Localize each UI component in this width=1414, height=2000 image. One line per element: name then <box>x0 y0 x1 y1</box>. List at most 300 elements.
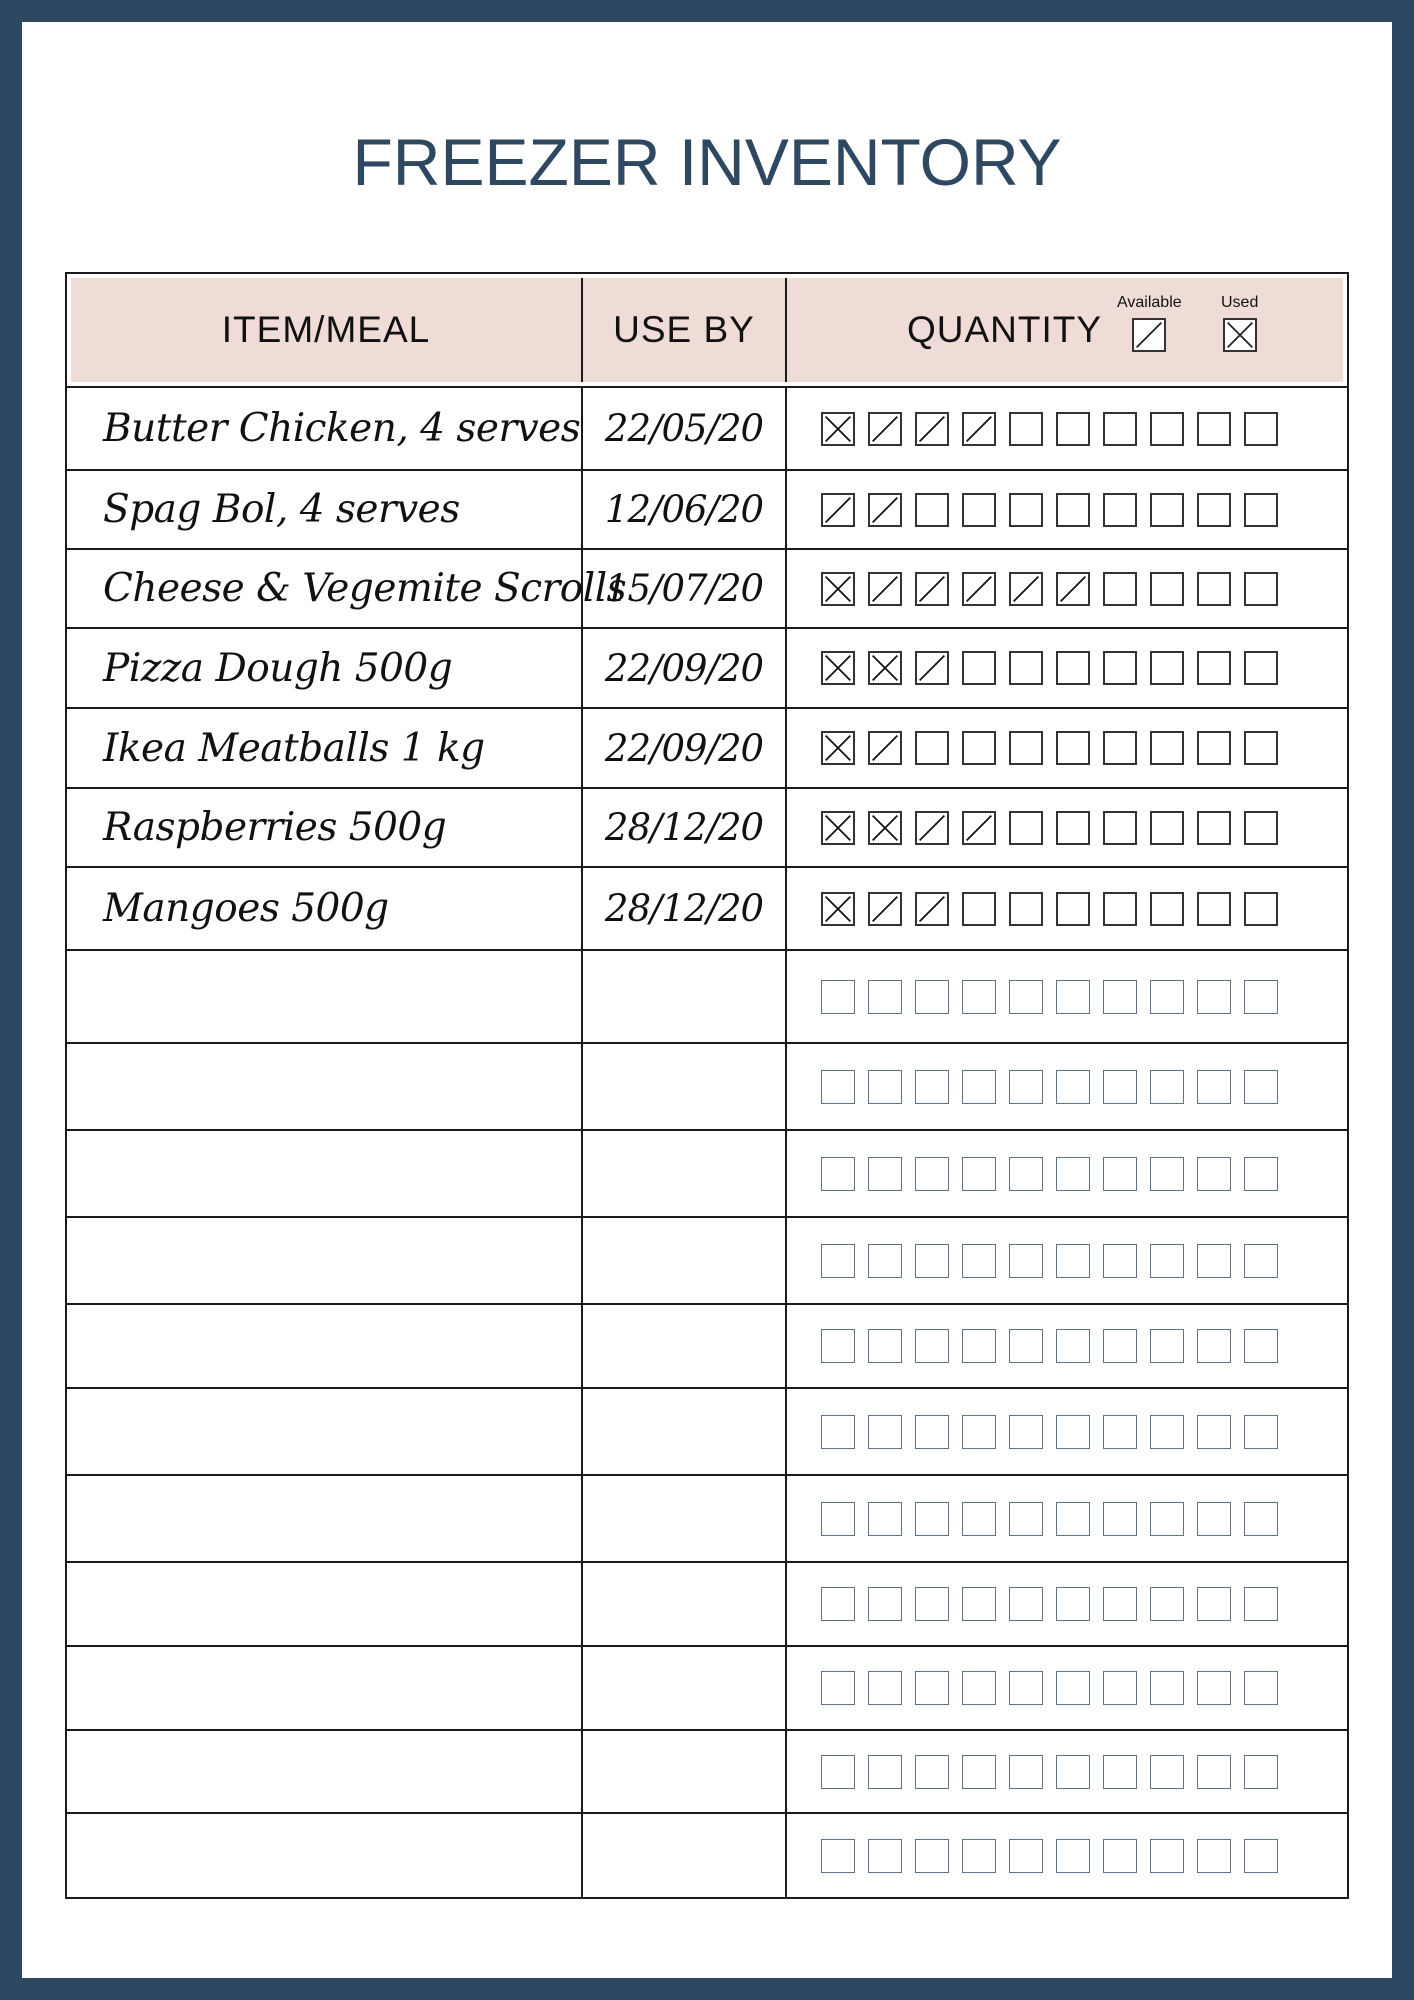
header-item <box>71 278 583 382</box>
use-by-date: 28/12/20 <box>604 806 764 849</box>
quantity-box-empty[interactable] <box>868 1157 902 1191</box>
quantity-box-empty[interactable] <box>915 1839 949 1873</box>
header-item-label: ITEM/MEAL <box>221 309 431 350</box>
inventory-table <box>65 272 1349 1899</box>
quantity-box-empty[interactable] <box>1197 1671 1231 1705</box>
item-cell[interactable] <box>67 1131 583 1216</box>
use-by-date: 15/07/20 <box>604 567 764 610</box>
quantity-box-available[interactable] <box>915 892 949 926</box>
quantity-box-empty[interactable] <box>962 1157 996 1191</box>
quantity-box-empty[interactable] <box>821 1839 855 1873</box>
quantity-box-empty[interactable] <box>1103 1755 1137 1789</box>
quantity-box-used[interactable] <box>821 892 855 926</box>
quantity-cell <box>787 1389 1347 1474</box>
quantity-box-empty[interactable] <box>962 1502 996 1536</box>
quantity-box-empty[interactable] <box>1244 1415 1278 1449</box>
table-row <box>67 386 1347 469</box>
quantity-box-empty[interactable] <box>821 1755 855 1789</box>
quantity-box-empty[interactable] <box>1103 892 1137 926</box>
use-by-date: 22/09/20 <box>604 726 764 770</box>
table-row <box>67 1729 1347 1812</box>
quantity-boxes <box>821 572 1278 606</box>
cross-icon <box>823 653 853 683</box>
quantity-box-empty[interactable] <box>1009 651 1043 685</box>
quantity-box-empty[interactable] <box>868 1502 902 1536</box>
quantity-box-available[interactable] <box>915 651 949 685</box>
header-quantity-label: QUANTITY <box>907 309 1103 350</box>
quantity-box-empty[interactable] <box>1103 811 1137 845</box>
quantity-box-empty[interactable] <box>1103 1839 1137 1873</box>
quantity-cell <box>787 1131 1347 1216</box>
item-cell[interactable] <box>67 709 583 787</box>
slash-icon <box>964 414 994 444</box>
quantity-box-empty[interactable] <box>1244 1070 1278 1104</box>
quantity-box-empty[interactable] <box>1150 1587 1184 1621</box>
item-cell[interactable] <box>67 1814 583 1897</box>
quantity-box-empty[interactable] <box>1009 1587 1043 1621</box>
use-by-cell[interactable] <box>583 1563 787 1645</box>
quantity-box-empty[interactable] <box>1244 1502 1278 1536</box>
quantity-box-empty[interactable] <box>962 892 996 926</box>
slash-icon <box>870 574 900 604</box>
quantity-box-empty[interactable] <box>1150 1839 1184 1873</box>
quantity-box-empty[interactable] <box>1056 1415 1090 1449</box>
quantity-box-empty[interactable] <box>821 1671 855 1705</box>
item-cell[interactable] <box>67 629 583 707</box>
quantity-box-empty[interactable] <box>915 1502 949 1536</box>
quantity-box-empty[interactable] <box>1244 572 1278 606</box>
quantity-box-empty[interactable] <box>1056 493 1090 527</box>
table-row <box>67 1561 1347 1645</box>
quantity-box-empty[interactable] <box>1150 980 1184 1014</box>
quantity-box-empty[interactable] <box>1244 1244 1278 1278</box>
use-by-cell[interactable] <box>583 1218 787 1303</box>
item-name: Butter Chicken, 4 serves <box>103 406 581 451</box>
quantity-box-empty[interactable] <box>1150 1502 1184 1536</box>
use-by-cell[interactable] <box>583 471 787 548</box>
item-cell[interactable] <box>67 388 583 469</box>
quantity-box-used[interactable] <box>821 731 855 765</box>
item-cell[interactable] <box>67 868 583 949</box>
quantity-cell <box>787 471 1347 548</box>
item-cell[interactable] <box>67 1647 583 1729</box>
slash-icon <box>917 574 947 604</box>
item-name: Pizza Dough 500g <box>103 645 453 691</box>
table-row <box>67 1042 1347 1129</box>
item-cell[interactable] <box>67 951 583 1042</box>
item-name: Mangoes 500g <box>103 886 389 931</box>
quantity-box-empty[interactable] <box>1244 811 1278 845</box>
quantity-box-empty[interactable] <box>1056 1502 1090 1536</box>
quantity-box-empty[interactable] <box>1056 1070 1090 1104</box>
quantity-box-empty[interactable] <box>1197 1587 1231 1621</box>
quantity-cell <box>787 1044 1347 1129</box>
quantity-box-empty[interactable] <box>1197 412 1231 446</box>
quantity-box-empty[interactable] <box>1009 1502 1043 1536</box>
quantity-box-used[interactable] <box>821 412 855 446</box>
quantity-box-empty[interactable] <box>1056 1244 1090 1278</box>
quantity-box-empty[interactable] <box>1197 1839 1231 1873</box>
quantity-box-empty[interactable] <box>1103 1671 1137 1705</box>
cross-icon <box>870 813 900 843</box>
quantity-box-empty[interactable] <box>1103 980 1137 1014</box>
item-cell[interactable] <box>67 471 583 548</box>
quantity-box-empty[interactable] <box>1009 1244 1043 1278</box>
quantity-boxes <box>821 412 1278 446</box>
quantity-box-empty[interactable] <box>962 651 996 685</box>
table-header <box>67 274 1347 386</box>
quantity-cell <box>787 1731 1347 1812</box>
quantity-box-empty[interactable] <box>1103 1502 1137 1536</box>
quantity-box-empty[interactable] <box>868 1839 902 1873</box>
quantity-box-empty[interactable] <box>1197 493 1231 527</box>
quantity-box-empty[interactable] <box>1009 493 1043 527</box>
table-row <box>67 548 1347 627</box>
quantity-box-empty[interactable] <box>915 1157 949 1191</box>
use-by-cell[interactable] <box>583 550 787 627</box>
quantity-box-empty[interactable] <box>1009 1755 1043 1789</box>
quantity-box-empty[interactable] <box>821 1157 855 1191</box>
quantity-box-empty[interactable] <box>1056 1755 1090 1789</box>
use-by-cell[interactable] <box>583 789 787 866</box>
quantity-box-empty[interactable] <box>1197 811 1231 845</box>
item-name: Cheese & Vegemite Scrolls <box>103 566 627 611</box>
quantity-box-empty[interactable] <box>962 1244 996 1278</box>
quantity-boxes <box>821 493 1278 527</box>
quantity-box-empty[interactable] <box>962 493 996 527</box>
cross-icon <box>823 813 853 843</box>
quantity-boxes <box>821 1157 1278 1191</box>
quantity-box-empty[interactable] <box>915 493 949 527</box>
quantity-box-empty[interactable] <box>868 1329 902 1363</box>
item-cell[interactable] <box>67 1218 583 1303</box>
quantity-box-empty[interactable] <box>1150 1755 1184 1789</box>
quantity-cell <box>787 1563 1347 1645</box>
item-name: Raspberries 500g <box>103 805 447 850</box>
quantity-box-available[interactable] <box>915 412 949 446</box>
quantity-box-empty[interactable] <box>1150 651 1184 685</box>
quantity-box-empty[interactable] <box>1103 1329 1137 1363</box>
quantity-box-empty[interactable] <box>1103 1244 1137 1278</box>
use-by-cell[interactable] <box>583 1476 787 1561</box>
quantity-box-empty[interactable] <box>1244 651 1278 685</box>
quantity-box-empty[interactable] <box>868 1070 902 1104</box>
quantity-box-empty[interactable] <box>1244 1157 1278 1191</box>
quantity-cell <box>787 388 1347 469</box>
quantity-box-empty[interactable] <box>821 1415 855 1449</box>
quantity-boxes <box>821 651 1278 685</box>
quantity-box-empty[interactable] <box>1197 980 1231 1014</box>
slash-icon <box>823 495 853 525</box>
quantity-box-used[interactable] <box>821 811 855 845</box>
quantity-box-empty[interactable] <box>915 1415 949 1449</box>
quantity-cell <box>787 789 1347 866</box>
quantity-box-empty[interactable] <box>915 1755 949 1789</box>
quantity-box-empty[interactable] <box>962 1329 996 1363</box>
header-use-by <box>583 278 787 382</box>
quantity-box-empty[interactable] <box>1103 1587 1137 1621</box>
quantity-box-empty[interactable] <box>821 1070 855 1104</box>
quantity-box-empty[interactable] <box>1244 980 1278 1014</box>
table-row <box>67 1387 1347 1474</box>
cross-icon <box>823 894 853 924</box>
quantity-box-empty[interactable] <box>868 1755 902 1789</box>
header-use-by-label: USE BY <box>613 309 755 350</box>
slash-icon <box>917 813 947 843</box>
quantity-box-empty[interactable] <box>1056 811 1090 845</box>
quantity-box-empty[interactable] <box>1197 892 1231 926</box>
quantity-box-empty[interactable] <box>1197 1070 1231 1104</box>
quantity-box-empty[interactable] <box>821 1244 855 1278</box>
quantity-box-empty[interactable] <box>1056 1157 1090 1191</box>
quantity-box-empty[interactable] <box>1150 811 1184 845</box>
slash-icon <box>917 653 947 683</box>
quantity-box-empty[interactable] <box>1197 1755 1231 1789</box>
table-row <box>67 1129 1347 1216</box>
use-by-cell[interactable] <box>583 1131 787 1216</box>
quantity-box-empty[interactable] <box>915 1244 949 1278</box>
slash-icon <box>870 733 900 763</box>
quantity-box-empty[interactable] <box>1056 1839 1090 1873</box>
quantity-boxes <box>821 1329 1278 1363</box>
table-row <box>67 1474 1347 1561</box>
quantity-boxes <box>821 1587 1278 1621</box>
use-by-cell[interactable] <box>583 1814 787 1897</box>
slash-icon <box>870 495 900 525</box>
quantity-box-available[interactable] <box>868 572 902 606</box>
slash-icon <box>964 813 994 843</box>
quantity-boxes <box>821 1671 1278 1705</box>
quantity-box-empty[interactable] <box>821 1329 855 1363</box>
quantity-box-empty[interactable] <box>1056 412 1090 446</box>
quantity-box-empty[interactable] <box>1197 572 1231 606</box>
quantity-box-empty[interactable] <box>1150 1329 1184 1363</box>
quantity-box-empty[interactable] <box>1150 1070 1184 1104</box>
quantity-boxes <box>821 980 1278 1014</box>
quantity-box-empty[interactable] <box>868 1587 902 1621</box>
use-by-cell[interactable] <box>583 1305 787 1387</box>
quantity-box-empty[interactable] <box>962 731 996 765</box>
quantity-box-empty[interactable] <box>1150 892 1184 926</box>
table-row <box>67 1216 1347 1303</box>
quantity-box-empty[interactable] <box>868 1671 902 1705</box>
quantity-box-empty[interactable] <box>1197 1157 1231 1191</box>
quantity-box-empty[interactable] <box>1150 1157 1184 1191</box>
quantity-box-available[interactable] <box>915 811 949 845</box>
quantity-box-empty[interactable] <box>915 980 949 1014</box>
quantity-box-available[interactable] <box>868 892 902 926</box>
quantity-box-available[interactable] <box>821 493 855 527</box>
quantity-box-empty[interactable] <box>1244 1755 1278 1789</box>
quantity-box-empty[interactable] <box>1009 412 1043 446</box>
quantity-box-empty[interactable] <box>915 1070 949 1104</box>
quantity-box-empty[interactable] <box>1244 493 1278 527</box>
quantity-box-empty[interactable] <box>821 1502 855 1536</box>
quantity-box-empty[interactable] <box>1197 1415 1231 1449</box>
quantity-box-empty[interactable] <box>1150 1244 1184 1278</box>
quantity-box-empty[interactable] <box>1009 1329 1043 1363</box>
use-by-cell[interactable] <box>583 868 787 949</box>
use-by-date: 28/12/20 <box>604 887 764 930</box>
quantity-box-empty[interactable] <box>1244 1839 1278 1873</box>
item-cell[interactable] <box>67 1563 583 1645</box>
quantity-box-empty[interactable] <box>1009 1671 1043 1705</box>
quantity-box-empty[interactable] <box>962 980 996 1014</box>
quantity-box-empty[interactable] <box>1009 1839 1043 1873</box>
slash-icon <box>964 574 994 604</box>
quantity-box-empty[interactable] <box>1197 1244 1231 1278</box>
table-row <box>67 469 1347 548</box>
quantity-box-empty[interactable] <box>1150 1415 1184 1449</box>
quantity-box-empty[interactable] <box>1056 892 1090 926</box>
quantity-box-empty[interactable] <box>1197 731 1231 765</box>
quantity-box-empty[interactable] <box>1009 811 1043 845</box>
use-by-cell[interactable] <box>583 1044 787 1129</box>
quantity-box-empty[interactable] <box>962 1839 996 1873</box>
quantity-box-empty[interactable] <box>821 980 855 1014</box>
page-title: FREEZER INVENTORY <box>352 125 1062 199</box>
quantity-box-empty[interactable] <box>1103 1157 1137 1191</box>
quantity-box-available[interactable] <box>868 412 902 446</box>
quantity-box-empty[interactable] <box>1244 892 1278 926</box>
quantity-box-empty[interactable] <box>1244 412 1278 446</box>
quantity-box-available[interactable] <box>962 572 996 606</box>
cross-icon <box>1223 318 1257 352</box>
quantity-box-empty[interactable] <box>962 1671 996 1705</box>
item-cell[interactable] <box>67 550 627 627</box>
quantity-box-empty[interactable] <box>1009 1157 1043 1191</box>
quantity-box-empty[interactable] <box>962 1415 996 1449</box>
quantity-box-empty[interactable] <box>1103 412 1137 446</box>
quantity-box-empty[interactable] <box>1197 1329 1231 1363</box>
quantity-box-empty[interactable] <box>962 1755 996 1789</box>
quantity-cell <box>787 1305 1347 1387</box>
quantity-box-empty[interactable] <box>1009 1415 1043 1449</box>
use-by-date: 22/09/20 <box>604 646 764 690</box>
quantity-box-empty[interactable] <box>1244 731 1278 765</box>
quantity-box-empty[interactable] <box>915 1671 949 1705</box>
quantity-box-empty[interactable] <box>1103 1070 1137 1104</box>
table-row <box>67 1645 1347 1729</box>
table-row <box>67 1303 1347 1387</box>
quantity-boxes <box>821 1070 1278 1104</box>
quantity-boxes <box>821 1415 1278 1449</box>
slash-icon <box>1132 318 1166 352</box>
item-cell[interactable] <box>67 1731 583 1812</box>
table-row <box>67 866 1347 949</box>
quantity-box-available[interactable] <box>962 811 996 845</box>
quantity-box-empty[interactable] <box>1197 1502 1231 1536</box>
quantity-box-empty[interactable] <box>1009 892 1043 926</box>
quantity-box-used[interactable] <box>821 572 855 606</box>
quantity-box-empty[interactable] <box>915 1587 949 1621</box>
quantity-box-empty[interactable] <box>915 1329 949 1363</box>
quantity-box-empty[interactable] <box>1009 1070 1043 1104</box>
quantity-box-empty[interactable] <box>1150 1671 1184 1705</box>
item-cell[interactable] <box>67 789 583 866</box>
quantity-boxes <box>821 1244 1278 1278</box>
quantity-box-empty[interactable] <box>1009 731 1043 765</box>
header-quantity <box>787 278 1343 382</box>
quantity-box-empty[interactable] <box>962 1070 996 1104</box>
quantity-box-empty[interactable] <box>1244 1671 1278 1705</box>
item-cell[interactable] <box>67 1044 583 1129</box>
quantity-box-empty[interactable] <box>915 731 949 765</box>
quantity-cell <box>787 1476 1347 1561</box>
quantity-box-available[interactable] <box>1056 572 1090 606</box>
quantity-box-empty[interactable] <box>1150 572 1184 606</box>
quantity-box-available[interactable] <box>868 493 902 527</box>
quantity-box-used[interactable] <box>868 811 902 845</box>
quantity-box-available[interactable] <box>1009 572 1043 606</box>
slash-icon <box>1058 574 1088 604</box>
item-cell[interactable] <box>67 1476 583 1561</box>
quantity-box-empty[interactable] <box>821 1587 855 1621</box>
quantity-cell <box>787 951 1347 1042</box>
quantity-box-empty[interactable] <box>1009 980 1043 1014</box>
table-row <box>67 707 1347 787</box>
quantity-box-empty[interactable] <box>1103 493 1137 527</box>
quantity-box-empty[interactable] <box>962 1587 996 1621</box>
quantity-box-empty[interactable] <box>1244 1587 1278 1621</box>
cross-icon <box>823 733 853 763</box>
quantity-box-available[interactable] <box>915 572 949 606</box>
quantity-box-empty[interactable] <box>1150 493 1184 527</box>
quantity-box-empty[interactable] <box>1056 731 1090 765</box>
quantity-boxes <box>821 1502 1278 1536</box>
quantity-box-empty[interactable] <box>868 1244 902 1278</box>
quantity-box-empty[interactable] <box>1056 980 1090 1014</box>
quantity-box-empty[interactable] <box>1056 1671 1090 1705</box>
quantity-box-empty[interactable] <box>1056 651 1090 685</box>
quantity-box-empty[interactable] <box>1103 651 1137 685</box>
use-by-date: 22/05/20 <box>604 407 764 450</box>
use-by-cell[interactable] <box>583 1647 787 1729</box>
quantity-box-empty[interactable] <box>1056 1587 1090 1621</box>
quantity-box-empty[interactable] <box>1103 1415 1137 1449</box>
quantity-box-empty[interactable] <box>1150 731 1184 765</box>
quantity-box-empty[interactable] <box>868 980 902 1014</box>
use-by-cell[interactable] <box>583 629 787 707</box>
item-cell[interactable] <box>67 1305 583 1387</box>
table-row <box>67 949 1347 1042</box>
quantity-box-empty[interactable] <box>868 1415 902 1449</box>
quantity-box-available[interactable] <box>962 412 996 446</box>
quantity-box-empty[interactable] <box>1056 1329 1090 1363</box>
use-by-cell[interactable] <box>583 951 787 1042</box>
use-by-cell[interactable] <box>583 709 787 787</box>
item-cell[interactable] <box>67 1389 583 1474</box>
quantity-box-empty[interactable] <box>1197 651 1231 685</box>
quantity-box-empty[interactable] <box>1103 731 1137 765</box>
use-by-cell[interactable] <box>583 1389 787 1474</box>
quantity-box-available[interactable] <box>868 731 902 765</box>
quantity-cell <box>787 550 1347 627</box>
cross-icon <box>870 653 900 683</box>
use-by-cell[interactable] <box>583 1731 787 1812</box>
quantity-box-used[interactable] <box>821 651 855 685</box>
slash-icon <box>1011 574 1041 604</box>
table-row <box>67 787 1347 866</box>
quantity-cell <box>787 629 1347 707</box>
quantity-box-empty[interactable] <box>1103 572 1137 606</box>
quantity-box-used[interactable] <box>868 651 902 685</box>
quantity-box-empty[interactable] <box>1244 1329 1278 1363</box>
quantity-box-empty[interactable] <box>1150 412 1184 446</box>
use-by-cell[interactable] <box>583 388 787 469</box>
legend-available <box>1117 294 1182 352</box>
slash-icon <box>917 414 947 444</box>
